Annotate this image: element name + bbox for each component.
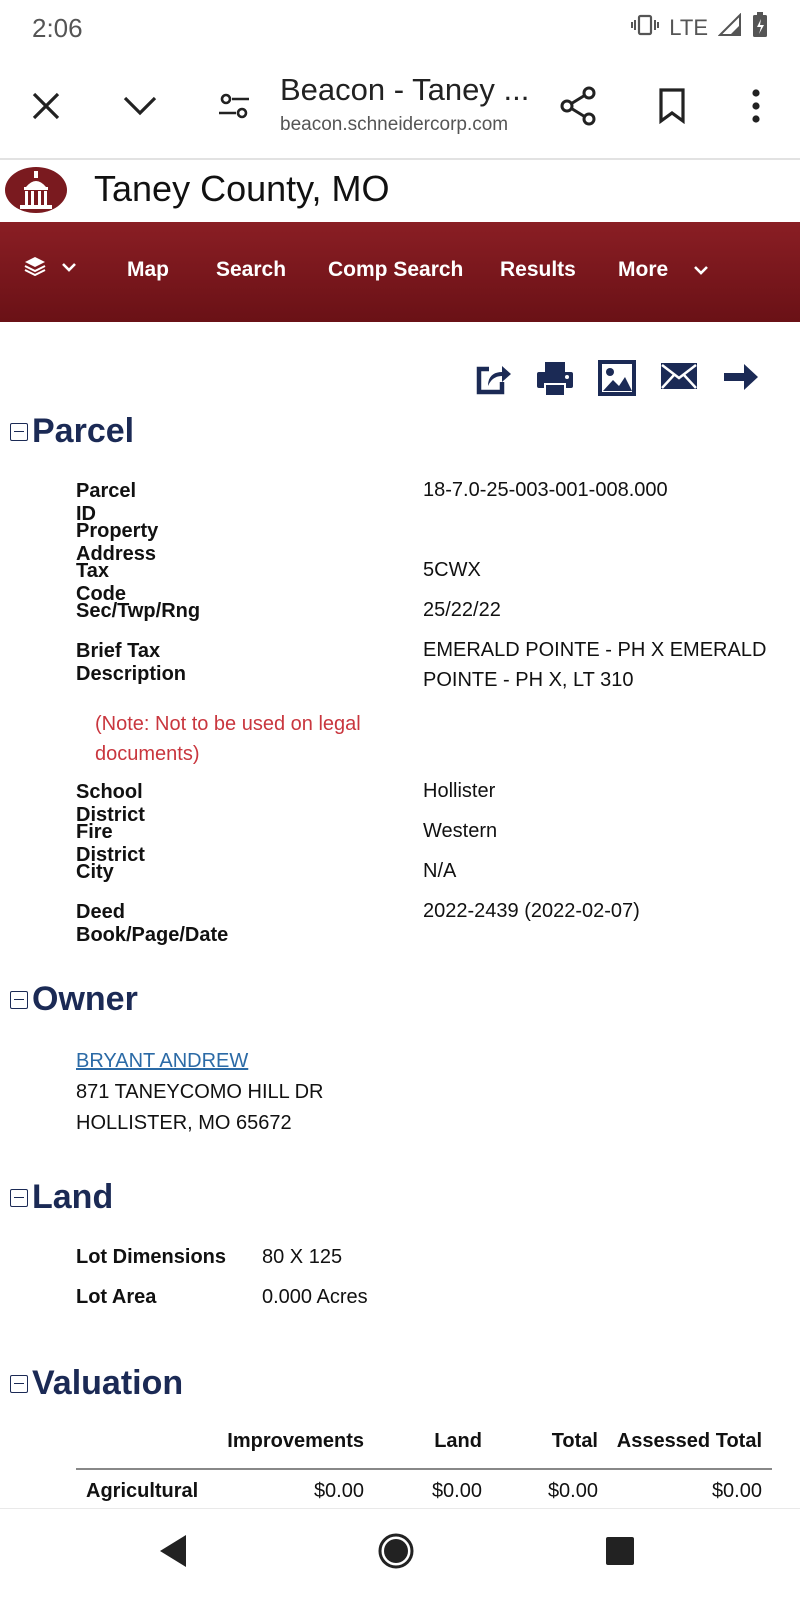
image-icon[interactable] [598, 360, 638, 400]
parcel-value: Hollister [423, 780, 496, 802]
parcel-value: N/A [423, 860, 457, 882]
collapse-icon[interactable] [10, 991, 28, 1009]
chevron-down-icon [694, 258, 708, 282]
status-bar [0, 0, 800, 56]
email-icon[interactable] [660, 360, 700, 400]
tools-row [470, 360, 770, 406]
parcel-title: Parcel [32, 412, 135, 450]
share-out-icon[interactable] [474, 360, 514, 400]
parcel-label: Brief Tax Description [76, 640, 187, 685]
more-vert-icon[interactable] [732, 82, 780, 130]
status-time: 2:06 [32, 12, 83, 43]
land-value: 80 X 125 [262, 1246, 343, 1268]
parcel-section-header[interactable] [10, 412, 134, 451]
valuation-title: Valuation [32, 1364, 184, 1402]
chevron-down-icon[interactable] [116, 82, 164, 130]
valuation-cell: $0.00 [711, 1480, 762, 1502]
valuation-section-header[interactable] [10, 1364, 183, 1403]
site-title: Taney County, MO [94, 168, 390, 209]
network-label: LTE [669, 15, 708, 40]
parcel-label: Parcel ID [76, 480, 137, 525]
android-nav-bar [0, 1508, 800, 1600]
recents-icon[interactable] [600, 1531, 648, 1579]
owner-section-header[interactable] [10, 980, 138, 1019]
valuation-row-label: Agricultural [86, 1480, 199, 1502]
valuation-header: Assessed Total [616, 1430, 762, 1452]
valuation-cell: $0.00 [547, 1480, 598, 1502]
nav-item-search[interactable]: Search [216, 258, 287, 281]
layers-menu[interactable] [24, 256, 76, 281]
browser-toolbar [0, 56, 800, 160]
parcel-value: 5CWX [423, 559, 481, 581]
chevron-down-icon [62, 260, 76, 278]
valuation-header: Improvements [227, 1430, 364, 1452]
land-label: Lot Area [76, 1286, 157, 1308]
battery-icon [752, 12, 768, 44]
valuation-header: Land [434, 1430, 482, 1452]
print-icon[interactable] [536, 360, 576, 400]
nav-item-comp-search[interactable]: Comp Search [328, 258, 464, 281]
valuation-cell: $0.00 [431, 1480, 482, 1502]
back-icon[interactable] [154, 1531, 202, 1579]
nav-item-results[interactable]: Results [500, 258, 576, 281]
owner-name-link[interactable] [76, 1050, 248, 1073]
collapse-icon[interactable] [10, 423, 28, 441]
legal-note: (Note: Not to be used on legal documents) [95, 713, 361, 765]
valuation-cell: $0.00 [313, 1480, 364, 1502]
site-header [0, 162, 800, 222]
parcel-value: 2022-2439 (2022-02-07) [423, 900, 640, 922]
status-icons [631, 12, 768, 44]
main-nav [0, 222, 800, 322]
land-value: 0.000 Acres [262, 1286, 368, 1308]
home-icon[interactable] [376, 1531, 424, 1579]
vibrate-icon [631, 14, 659, 42]
owner-address-line1: 871 TANEYCOMO HILL DR [76, 1081, 324, 1103]
parcel-value: 25/22/22 [423, 599, 501, 621]
layers-icon [24, 256, 46, 281]
land-label: Lot Dimensions [76, 1246, 227, 1268]
owner-name[interactable]: BRYANT ANDREW [76, 1050, 249, 1072]
land-section-header[interactable] [10, 1178, 113, 1217]
parcel-value: Western [423, 820, 498, 842]
parcel-label: Deed Book/Page/Date [76, 901, 229, 946]
nav-item-map[interactable]: Map [127, 258, 169, 281]
nav-more-label: More [618, 258, 669, 281]
page-title: Beacon - Taney ... [280, 72, 530, 107]
land-title: Land [32, 1178, 114, 1216]
share-icon[interactable] [554, 82, 602, 130]
owner-title: Owner [32, 980, 138, 1018]
arrow-right-icon[interactable] [722, 360, 762, 400]
parcel-label: Tax Code [76, 560, 126, 605]
parcel-value: EMERALD POINTE - PH X EMERALD POINTE - PH X, LT 310 [423, 639, 767, 691]
tune-icon[interactable] [210, 82, 258, 130]
table-divider [76, 1468, 772, 1470]
parcel-label: Property Address [76, 520, 159, 565]
parcel-label: Sec/Twp/Rng [76, 600, 201, 622]
courthouse-logo[interactable] [4, 165, 68, 217]
browser-title-area[interactable] [280, 72, 540, 136]
parcel-label: School District [76, 781, 145, 826]
page-url: beacon.schneidercorp.com [280, 114, 509, 135]
parcel-label: Fire District [76, 821, 145, 866]
nav-item-more[interactable] [618, 258, 708, 282]
parcel-label: City [76, 861, 114, 883]
signal-icon [718, 13, 742, 43]
collapse-icon[interactable] [10, 1189, 28, 1207]
valuation-header: Total [551, 1430, 598, 1452]
close-icon[interactable] [22, 82, 70, 130]
bookmark-icon[interactable] [648, 82, 696, 130]
parcel-value: 18-7.0-25-003-001-008.000 [423, 479, 668, 501]
owner-address-line2: HOLLISTER, MO 65672 [76, 1112, 292, 1134]
collapse-icon[interactable] [10, 1375, 28, 1393]
